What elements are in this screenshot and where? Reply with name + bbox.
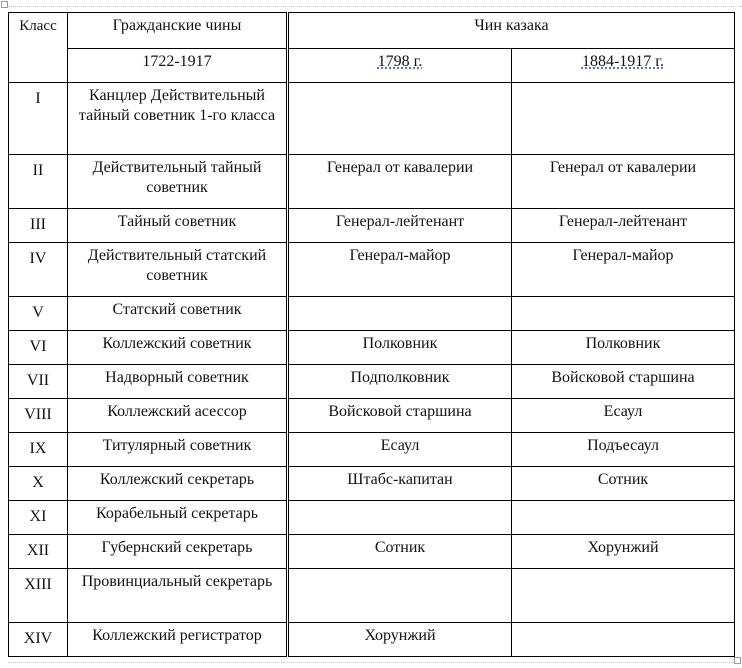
table-row: [9, 535, 735, 569]
civil-rank-cell: Коллежский регистратор: [68, 623, 288, 657]
civil-rank-cell: Тайный советник: [68, 209, 288, 243]
class-cell: VIII: [9, 399, 68, 433]
civil-rank-cell: Коллежский асессор: [68, 399, 288, 433]
cossack-1884-cell: Подъесаул: [512, 433, 735, 467]
cossack-1798-cell: Генерал от кавалерии: [288, 155, 512, 209]
cossack-1884-cell: [512, 501, 735, 535]
cossack-years-1884-text: 1884-1917 г.: [581, 53, 665, 70]
cossack-1884-cell: Генерал-майор: [512, 243, 735, 297]
table-row: [9, 365, 735, 399]
cossack-1798-cell: Подполковник: [288, 365, 512, 399]
civil-rank-cell: Канцлер Действительный тайный советник 1-го класса: [68, 83, 288, 155]
table-resize-handle[interactable]: [734, 657, 741, 664]
civil-rank-cell: Коллежский советник: [68, 331, 288, 365]
header-class: Класс: [9, 13, 68, 83]
table-row: [9, 83, 735, 155]
cossack-1798-cell: Есаул: [288, 433, 512, 467]
editor-gridline: [8, 662, 738, 663]
civil-rank-cell: Корабельный секретарь: [68, 501, 288, 535]
civil-rank-cell: Статский советник: [68, 297, 288, 331]
header-cossack-years-1884: [512, 49, 735, 83]
table-row: [9, 433, 735, 467]
civil-rank-cell: Губернский секретарь: [68, 535, 288, 569]
civil-rank-cell: Действительный тайный советник: [68, 155, 288, 209]
civil-rank-cell: Действительный статский советник: [68, 243, 288, 297]
table-move-handle[interactable]: [1, 1, 8, 8]
class-cell: XIV: [9, 623, 68, 657]
cossack-1798-cell: [288, 501, 512, 535]
class-cell: IX: [9, 433, 68, 467]
header-civil: Гражданские чины: [68, 13, 288, 49]
table-row: [9, 569, 735, 623]
cossack-1884-cell: Генерал от кавалерии: [512, 155, 735, 209]
class-cell: VI: [9, 331, 68, 365]
cossack-1884-cell: [512, 623, 735, 657]
class-cell: XIII: [9, 569, 68, 623]
cossack-1884-cell: Есаул: [512, 399, 735, 433]
class-cell: X: [9, 467, 68, 501]
cossack-1798-cell: Штабс-капитан: [288, 467, 512, 501]
civil-rank-cell: Надворный советник: [68, 365, 288, 399]
class-cell: IV: [9, 243, 68, 297]
table-row: [9, 155, 735, 209]
civil-rank-cell: Коллежский секретарь: [68, 467, 288, 501]
civil-rank-cell: Провинциальный секретарь: [68, 569, 288, 623]
cossack-1798-cell: Генерал-лейтенант: [288, 209, 512, 243]
table-row: [9, 467, 735, 501]
cossack-1798-cell: Генерал-майор: [288, 243, 512, 297]
cossack-1884-cell: Хорунжий: [512, 535, 735, 569]
cossack-1884-cell: Полковник: [512, 331, 735, 365]
civil-rank-cell: Титулярный советник: [68, 433, 288, 467]
class-cell: III: [9, 209, 68, 243]
cossack-1884-cell: [512, 83, 735, 155]
cossack-1884-cell: [512, 569, 735, 623]
cossack-years-1798-text: 1798 г.: [377, 53, 423, 70]
header-civil-years: [68, 49, 288, 83]
header-row: [9, 13, 735, 49]
cossack-1798-cell: Войсковой старшина: [288, 399, 512, 433]
cossack-1884-cell: [512, 297, 735, 331]
table-row: [9, 501, 735, 535]
table-row: [9, 399, 735, 433]
class-cell: VII: [9, 365, 68, 399]
class-cell: V: [9, 297, 68, 331]
cossack-1798-cell: Полковник: [288, 331, 512, 365]
header-cossack-years-1798: [288, 49, 512, 83]
cossack-1798-cell: [288, 569, 512, 623]
years-row: [9, 49, 735, 83]
cossack-1884-cell: Войсковой старшина: [512, 365, 735, 399]
cossack-1884-cell: Генерал-лейтенант: [512, 209, 735, 243]
cossack-1798-cell: Хорунжий: [288, 623, 512, 657]
table-row: [9, 209, 735, 243]
class-cell: I: [9, 83, 68, 155]
class-cell: XII: [9, 535, 68, 569]
cossack-1798-cell: [288, 83, 512, 155]
cossack-1798-cell: [288, 297, 512, 331]
class-cell: II: [9, 155, 68, 209]
table-row: [9, 331, 735, 365]
cossack-1798-cell: Сотник: [288, 535, 512, 569]
ranks-table: [8, 12, 735, 657]
table-row: [9, 243, 735, 297]
header-cossack: Чин казака: [288, 13, 735, 49]
cossack-1884-cell: Сотник: [512, 467, 735, 501]
editor-gridline: [8, 6, 742, 7]
civil-years-text: 1722-1917: [142, 53, 212, 70]
table-row: [9, 297, 735, 331]
class-cell: XI: [9, 501, 68, 535]
table-row: [9, 623, 735, 657]
